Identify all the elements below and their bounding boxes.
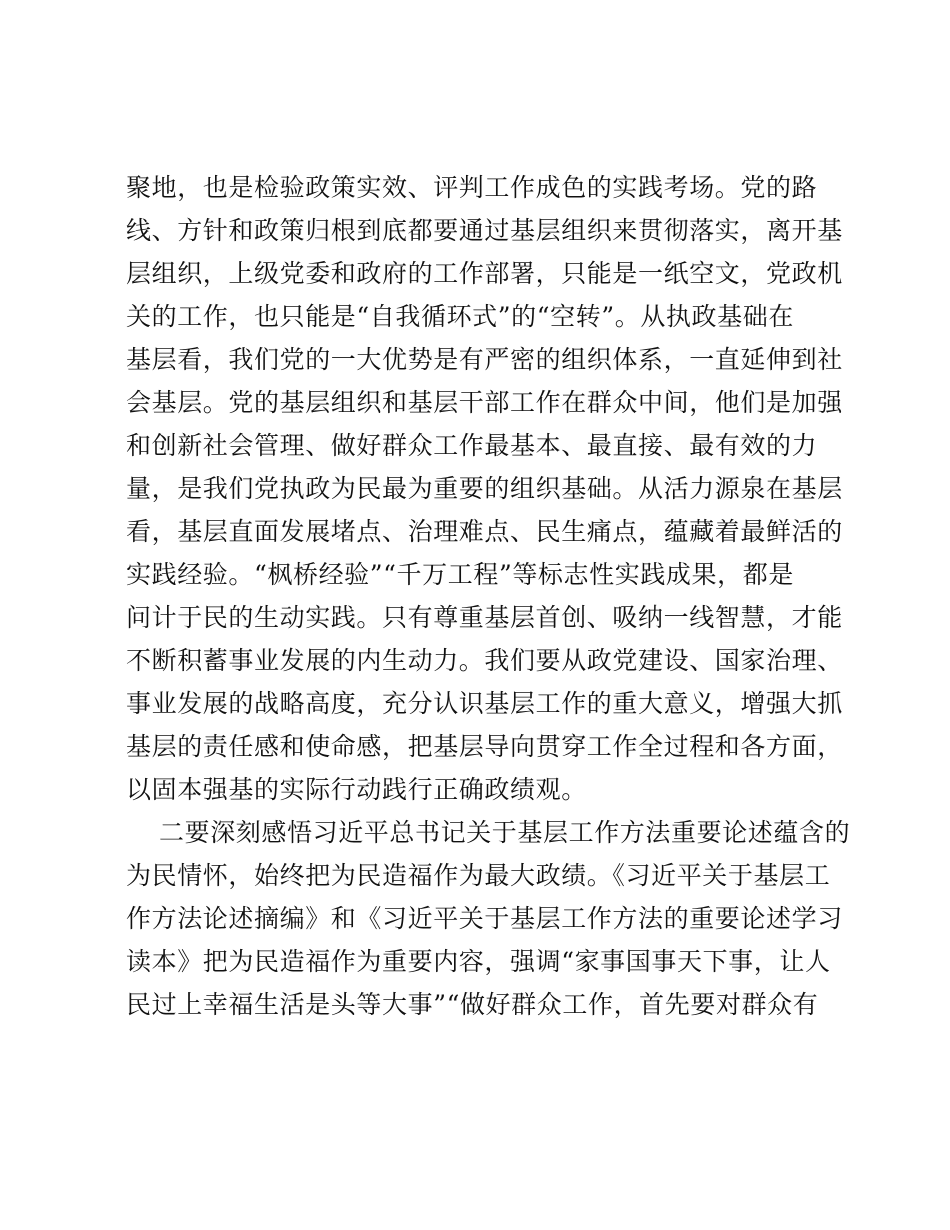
text-line: 不断积蓄事业发展的内生动力。我们要从政党建设、国家治理、: [126, 646, 843, 675]
text-line: 聚地，也是检验政策实效、评判工作成色的实践考场。党的路: [126, 173, 818, 202]
text-line: 民过上幸福生活是头等大事”“做好群众工作，首先要对群众有: [126, 990, 819, 1019]
text-line: 读本》把为民造福作为重要内容，强调“家事国事天下事，让人: [126, 947, 831, 976]
text-line: 实践经验。“枫桥经验”“千万工程”等标志性实践成果，都是: [126, 560, 794, 589]
text-line: 以固本强基的实际行动践行正确政绩观。: [126, 775, 587, 804]
text-line: 关的工作，也只能是“自我循环式”的“空转”。从执政基础在: [126, 302, 794, 331]
text-line: 基层的责任感和使命感，把基层导向贯穿工作全过程和各方面，: [126, 732, 843, 761]
text-line: 看，基层直面发展堵点、治理难点、民生痛点，蕴藏着最鲜活的: [126, 517, 843, 546]
paragraph-start-line: 二要深刻感悟习近平总书记关于基层工作方法重要论述蕴含的: [159, 818, 851, 847]
text-line: 层组织，上级党委和政府的工作部署，只能是一纸空文，党政机: [126, 259, 843, 288]
text-line: 会基层。党的基层组织和基层干部工作在群众中间，他们是加强: [126, 388, 843, 417]
text-line: 量，是我们党执政为民最为重要的组织基础。从活力源泉在基层: [126, 474, 843, 503]
text-line: 线、方针和政策归根到底都要通过基层组织来贯彻落实，离开基: [126, 216, 843, 245]
text-line: 问计于民的生动实践。只有尊重基层首创、吸纳一线智慧，才能: [126, 603, 843, 632]
text-line: 基层看，我们党的一大优势是有严密的组织体系，一直延伸到社: [126, 345, 843, 374]
body-text: [126, 166, 851, 1026]
text-line: 作方法论述摘编》和《习近平关于基层工作方法的重要论述学习: [126, 904, 843, 933]
text-line: 和创新社会管理、做好群众工作最基本、最直接、最有效的力: [126, 431, 818, 460]
text-line: 为民情怀，始终把为民造福作为最大政绩。《习近平关于基层工: [126, 861, 831, 890]
text-line: 事业发展的战略高度，充分认识基层工作的重大意义，增强大抓: [126, 689, 843, 718]
